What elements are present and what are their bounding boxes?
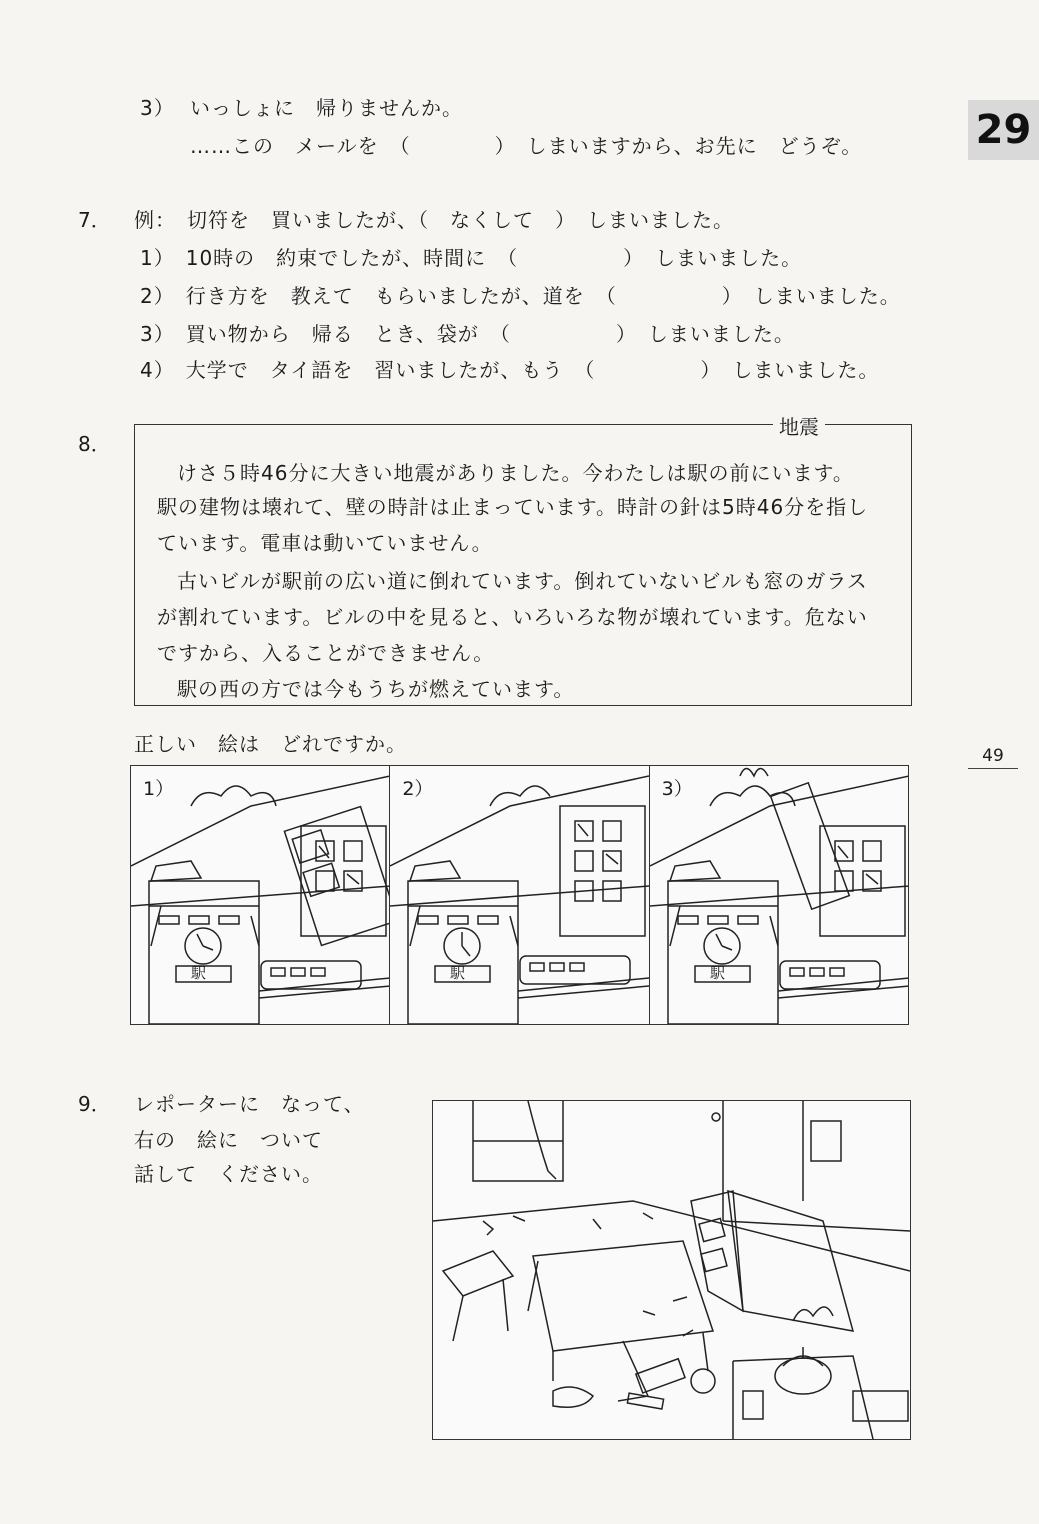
ex9-number: 9．: [78, 1092, 111, 1116]
damaged-room-drawing: [433, 1101, 910, 1439]
passage-line-4: 古いビルが駅前の広い道に倒れています。倒れていないビルも窓のガラス: [177, 569, 868, 593]
picture-choices: [130, 765, 909, 1025]
damaged-room-illustration: [432, 1100, 911, 1440]
ex7-number: 7．: [78, 208, 111, 232]
ex9-line-3: 話して ください。: [134, 1162, 323, 1186]
chapter-tab: 29: [968, 100, 1039, 160]
ex6-item3-line2: ……この メールを （ ） しまいますから、お先に どうぞ。: [190, 134, 863, 158]
passage-line-7: 駅の西の方では今もうちが燃えています。: [177, 677, 575, 701]
passage-line-2: 駅の建物は壊れて、壁の時計は止まっています。時計の針は5時46分を指し: [157, 495, 869, 519]
station-sign-3: 駅: [709, 964, 725, 982]
passage-line-5: が割れています。ビルの中を見ると、いろいろな物が壊れています。危ない: [157, 605, 868, 629]
passage-line-6: ですから、入ることができません。: [157, 641, 495, 665]
picture-choice-2[interactable]: [390, 766, 649, 1024]
ex9-line-2: 右の 絵に ついて: [134, 1128, 323, 1152]
ex7-item-3: 3） 買い物から 帰る とき、袋が （ ） しまいました。: [140, 322, 795, 346]
picture-choice-1[interactable]: [131, 766, 390, 1024]
ex6-item3-line1: いっしょに 帰りませんか。: [190, 96, 463, 120]
station-sign-1: 駅: [191, 964, 207, 982]
passage-line-1: けさ５時46分に大きい地震がありました。今わたしは駅の前にいます。: [177, 461, 854, 485]
page-number: 49: [982, 746, 1004, 766]
ex7-item-4: 4） 大学で タイ語を 習いましたが、もう （ ） しまいました。: [140, 358, 880, 382]
reading-passage-box: [134, 415, 912, 706]
ex7-item-2: 2） 行き方を 教えて もらいましたが、道を （ ） しまいました。: [140, 284, 901, 308]
ex8-question: 正しい 絵は どれですか。: [134, 732, 407, 756]
earthquake-scene-1: [131, 766, 390, 1024]
passage-title: 地震: [773, 411, 825, 440]
earthquake-scene-3: [650, 766, 908, 1024]
station-sign-2: 駅: [450, 964, 466, 982]
page-number-rule: [968, 768, 1018, 769]
picture-label-2: 2）: [400, 774, 435, 801]
ex9-line-1: レポーターに なって、: [134, 1092, 365, 1116]
picture-choice-3[interactable]: [650, 766, 908, 1024]
picture-label-3: 3）: [660, 774, 695, 801]
picture-label-1: 1）: [141, 774, 176, 801]
passage-line-3: ています。電車は動いていません。: [157, 531, 493, 555]
earthquake-scene-2: [390, 766, 649, 1024]
ex8-number: 8．: [78, 432, 111, 456]
ex7-item-1: 1） 10時の 約束でしたが、時間に （ ） しまいました。: [140, 246, 803, 270]
ex6-item3-num: 3）: [140, 96, 175, 120]
ex7-example: 例： 切符を 買いましたが、（ なくして ） しまいました。: [134, 208, 734, 232]
